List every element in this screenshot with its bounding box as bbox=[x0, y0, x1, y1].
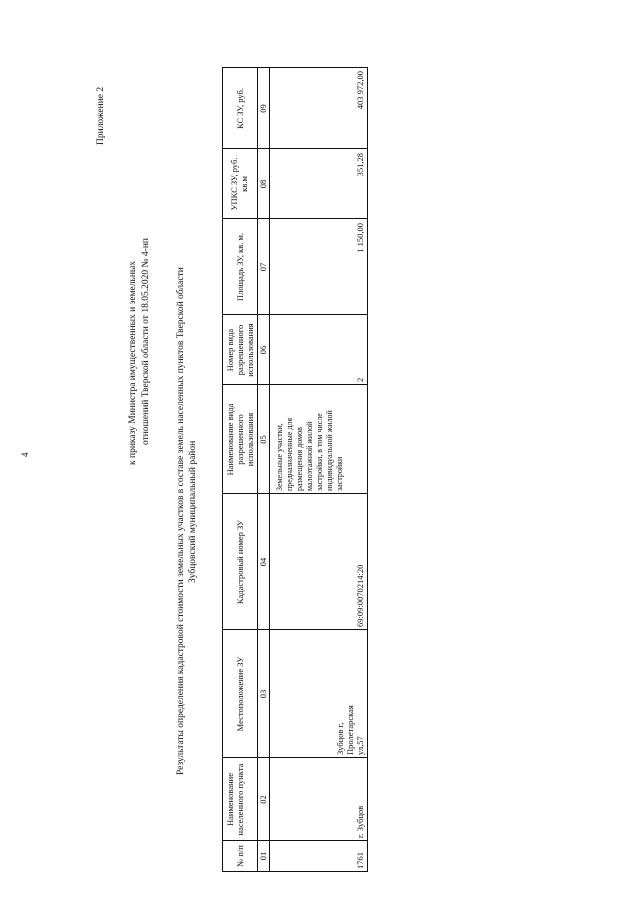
header-use-code: Номер вида разрешенного использования bbox=[225, 323, 255, 377]
row-cadastral: 69:09:0070214:20 bbox=[355, 564, 365, 627]
code-cell: 01 bbox=[258, 851, 268, 861]
code-cell: 07 bbox=[258, 262, 268, 272]
row-ks: 403 972,00 bbox=[355, 71, 365, 110]
code-cell: 06 bbox=[258, 345, 268, 355]
row-use-name: Земельные участки, предназначенные для размещения домов малоэтажной жилой застройки, в том числе индивидуальной жилой застройки bbox=[275, 410, 344, 491]
results-title: Результаты определения кадастровой стоимости земельных участков в составе земель населенных пунктов Тверской области bbox=[176, 267, 186, 775]
code-cell: 03 bbox=[258, 689, 268, 699]
row-settlement: г. Зубцов bbox=[355, 805, 365, 838]
code-cell: 04 bbox=[258, 557, 268, 567]
order-reference-line-1: к приказу Министра имущественных и земельных bbox=[128, 260, 138, 465]
row-number: 1761 bbox=[355, 852, 365, 869]
code-cell: 08 bbox=[258, 179, 268, 189]
code-cell: 09 bbox=[258, 104, 268, 113]
header-use-name: Наименование вида разрешенного использования bbox=[225, 403, 255, 476]
header-ks: КС ЗУ, руб. bbox=[235, 88, 245, 129]
row-area: 1 150,00 bbox=[355, 223, 365, 253]
header-settlement: Наименование населенного пункта bbox=[225, 763, 245, 836]
header-cadastral: Кадастровый номер ЗУ bbox=[235, 519, 245, 605]
header-area: Площадь ЗУ, кв. м. bbox=[235, 232, 245, 302]
code-cell: 05 bbox=[258, 435, 268, 444]
order-reference-line-2: отношений Тверской области от 18.05.2020 № 4-нп bbox=[141, 238, 151, 445]
row-location: Зубцов г, Пролетарская ул,57 bbox=[335, 705, 365, 755]
district-title: Зубцовский муниципальный район bbox=[188, 440, 198, 583]
row-use-code: 2 bbox=[355, 377, 365, 382]
code-row-divider bbox=[269, 68, 270, 871]
code-cell: 02 bbox=[258, 795, 268, 804]
row-upks: 351,28 bbox=[355, 153, 365, 177]
header-upks: УПКС ЗУ, руб. кв.м bbox=[229, 157, 249, 211]
header-num: № п/п bbox=[235, 845, 245, 867]
cadastral-table bbox=[222, 67, 368, 872]
header-location: Местоположение ЗУ bbox=[235, 656, 245, 732]
appendix-title: Приложение 2 bbox=[96, 86, 106, 145]
page-number: 4 bbox=[20, 452, 30, 457]
